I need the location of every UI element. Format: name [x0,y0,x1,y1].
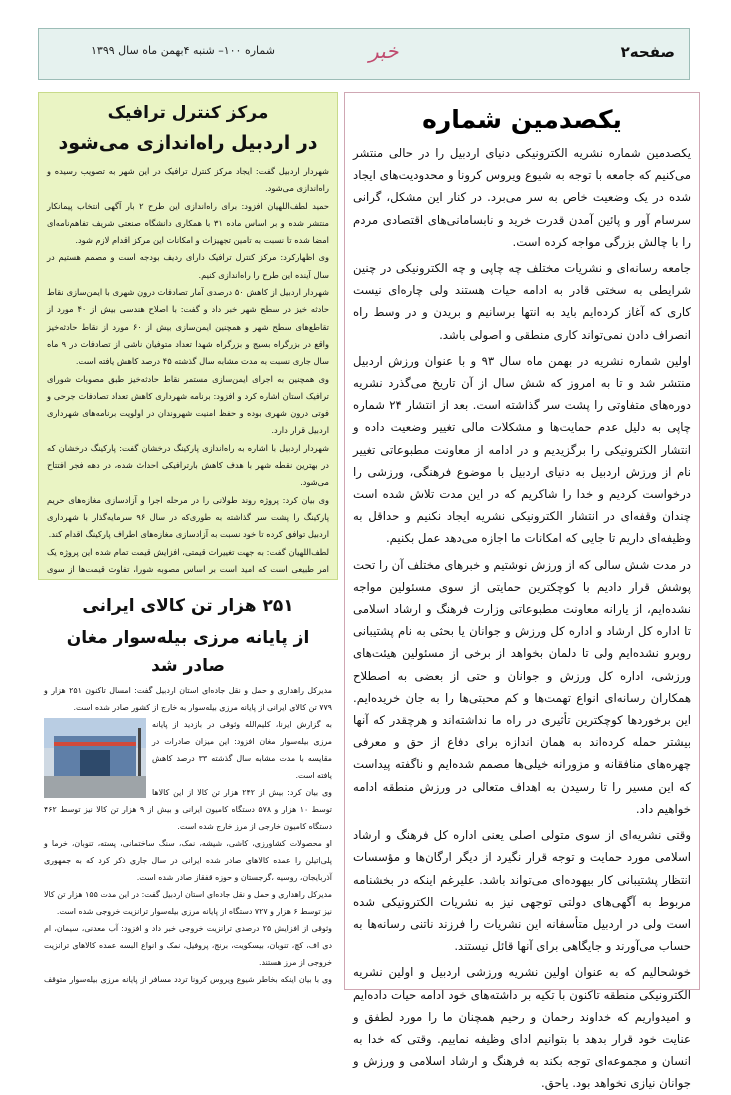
traffic-paragraph: وی بیان کرد: پروژه روند طولانی را در مرحله اجرا و آزادسازی مغازه‌های حریم پارکینگ را پشت سر گذاشته به طوری‌که در سال ۹۶ سرمایه‌گذار با شهرداری اردبیل توافق کرده تا خود نسبت به آزادسازی مغازه‌های اطراف پارکینگ اقدام کند. [47,494,330,540]
main-paragraph: اولین شماره نشریه در بهمن ماه سال ۹۳ و با عنوان ورزش اردبیل منتشر شد و تا به امروز که شش سال از آن تاریخ می‌گذرد نشریه دوره‌های متفاوتی را پشت سر گذاشته است. بعد از انتشار ۲۴ شماره چاپی به دلیل عدم حمایت‌ها و مشکلات مالی تغییر وضعیت داده و انتشار الکترونیکی را برگزیدیم و در ادامه از معاونت مطبوعاتی تغییر نام از ورزش اردبیل به دنیای اردبیل با موضوع فرهنگی، ورزشی را درخواست کردیم و خدا را شاکریم که در این مدت تلاش شده است چندان وقفه‌ای در انتشار الکترونیکی نشریه ایجاد نکنیم و حداقل به وظیفه‌ای داریم تا جایی که امکانات ما اجازه می‌دهد عمل بکنیم. [353,353,692,546]
main-article-title: یکصدمین شماره [422,105,622,134]
main-paragraph: یکصدمین شماره نشریه الکترونیکی دنیای اردبیل را در حالی منتشر می‌کنیم که جامعه با توجه به شیوع ویروس کرونا و محدودیت‌های ایجاد شده در یک وضعیت خاص به سر می‌برد. در کنار این مشکل، گرانی سرسام آور و پائین آمدن قدرت خرید و نابسامانی‌های اقتصادی مردم را با چالش بزرگی مواجه کرده است. [353,146,691,249]
traffic-paragraph: شهردار اردبیل گفت: ایجاد مرکز کنترل ترافیک در این شهر به تصویب رسیده و راه‌اندازی می‌شود. [47,166,329,194]
page-number: صفحه۲ [620,43,675,61]
export-paragraph: او محصولات کشاورزی، کاشی، شیشه، نمک، سنگ ساختمانی، پسته، تنوبان، خرما و پلی‌اتیلن را عمده کالاهای صادر شده ایرانی در سال جاری ذکر کرد که به جمهوری آذربایجان، روسیه ،گرجستان و حوزه قفقاز صادر شده است. [44,839,332,882]
export-paragraph: به گزارش ایرنا، کلیم‌الله وثوقی در بازدید از پایانه مرزی بیله‌سوار مغان افزود: این میزان صادرات در مقایسه با مدت مشابه سال گذشته ۳۳ درصد کاهش یافته است. [152,720,332,780]
export-article [38,588,338,990]
traffic-paragraph: حمید لطف‌اللهیان افزود: برای راه‌اندازی این طرح ۲ بار آگهی انتخاب پیمانکار منتشر شده و بر اساس ماده ۳۱ با همکاری دانشگاه صنعتی شریف تفاهم‌نامه‌ای امضا شده تا نسبت به تامین تجهیزات و امکانات این مرکز اقدام لازم شود. [47,200,329,246]
traffic-paragraph: وی همچنین به اجرای ایمن‌سازی مستمر نقاط حادثه‌خیز طبق مصوبات شورای ترافیک استان اشاره کرد و افزود: برنامه شهرداری کاهش تعداد تصادفات جرحی و فوتی درون شهری بوده و حفظ امنیت شهروندان در اولویت برنامه‌های شهرداری اردبیل قرار دارد. [47,373,329,436]
newspaper-logo: خبر [369,39,399,63]
export-paragraph: وی با بیان اینکه بخاطر شیوع ویروس کرونا تردد مسافر از پایانه مرزی بیله‌سوار متوقف [44,975,332,984]
issue-info: شماره ۱۰۰– شنبه ۴بهمن ماه سال ۱۳۹۹ [91,44,275,57]
traffic-paragraph: شهردار اردبیل از کاهش ۵۰ درصدی آمار تصادفات درون شهری با ایمن‌سازی نقاط حادثه خیز در سطح شهر خبر داد و گفت: با اصلاح هندسی بیش از ۴۰ مورد از تقاطع‌های سطح شهر و همچنین ایمن‌سازی بیش از ۶۰ مورد از نقاط حادثه‌خیز واقع در بزرگراه بسیج و بزرگراه شهدا تعداد متوفیان ناشی از تصادفات در ۹ ماه سال جاری نسبت به مدت مشابه سال گذشته ۴۵ درصد کاهش یافته است. [47,287,329,367]
traffic-paragraph: وی اظهارکرد: مرکز کنترل ترافیک دارای ردیف بودجه است و مصمم هستیم در سال آینده این طرح را راه‌اندازی کنیم. [47,252,329,280]
border-terminal-photo [44,718,146,798]
export-paragraph: مدیرکل راهداری و حمل و نقل جاده‌ای استان اردبیل گفت: امسال تاکنون ۲۵۱ هزار و ۷۷۹ تن کالای ایرانی از پایانه مرزی بیله‌سوار به خارج از کشور صادر شده است. [44,686,332,712]
traffic-paragraph: شهردار اردبیل با اشاره به راه‌اندازی پارکینگ درخشان گفت: پارکینگ درخشان که در بهترین نقطه شهر با هدف کاهش بارترافیکی احداث شده، در دهه فجر افتتاح می‌شود. [47,442,329,488]
main-paragraph: جامعه رسانه‌ای و نشریات مختلف چه چاپی و چه الکترونیکی در چنین شرایطی به سختی قادر به ادامه حیات هستند ولی چاره‌ای نیست کاری که آغاز کرده‌ایم باید به انتها برسانیم و بریدن و در وسط راه انصراف دادن نمی‌تواند کاری منطقی و اصولی باشد. [353,261,691,342]
main-paragraph: وقتی نشریه‌ای از سوی متولی اصلی یعنی اداره کل فرهنگ و ارشاد اسلامی مورد حمایت و توجه قرار نگیرد از دیگر ارگان‌ها و مؤسسات انتظار پشتیبانی کار بیهوده‌ای می‌تواند باشد. علیرغم اینکه در بخشنامه مربوط به آگهی‌های دولتی توجهی نیز به نشریات الکترونیکی شده است ولی در اردبیل متأسفانه این نشریات را فرزند ناتنی رسانه‌ها به حساب می‌آورند و جایگاهی برای آنها قائل نیستند. [353,828,691,954]
export-paragraph: وی بیان کرد: بیش از ۲۴۲ هزار تن کالا از این کالاها توسط ۱۰ هزار و ۵۷۸ دستگاه کامیون ایرانی و بیش از ۹ هزار تن کالا نیز توسط ۴۶۲ دستگاه کامیون خارجی از مرز خارج شده است. [44,788,332,831]
main-paragraph: خوشحالیم که به عنوان اولین نشریه ورزشی اردبیل و اولین نشریه الکترونیکی منطقه تاکنون با تکیه بر داشته‌های خود ادامه حیات داده‌ایم و امیدواریم که خداوند رحمان و رحیم همچنان ما را مورد لطفق و عنایت خود قرار بدهد با بتوانیم ادای وظیفه نماییم. وقتی که خدا به انسان و مجموعه‌ای توجه بکند به فرهنگ و ارشاد اسلامی و ورزش و جوانان نیازی نخواهد بود. یاحق. [353,965,691,1091]
traffic-title-line1: مرکز کنترل ترافیک [107,103,269,123]
export-title-line2: از پایانه مرزی بیله‌سوار مغان صادر شد [66,628,310,676]
main-paragraph: در مدت شش سالی که از ورزش نوشتیم و خبرهای مختلف آن را تحت پوشش قرار دادیم با کوچکترین حمایتی از سوی مسئولین مواجه نشده‌ایم، از یارانه معاونت مطبوعاتی وزارت فرهنگ و ارشاد اسلامی تا اداره کل ارشاد و اداره کل ورزش و جوانان یا بحثی به نام پشتیبانی روبرو نشده‌ایم ولی تا دلمان بخواهد از برخی از مسئولین هیئت‌های ورزشی، اداره کل ورزش و جوانان و حتی از بعضی به اصطلاح همکاران رسانه‌ای انواع تهمت‌ها و کم محبتی‌ها را به جان خریده‌ایم. این برخوردها کوچکترین تأثیری در راه ما نداشته‌اند و هرچقدر که آنها بیشتر حمله کرده‌اند به همان اندازه برای دفاع از حق و معرفی چهره‌های منافقانه و مزورانه خیلی‌ها مصمم شده‌ایم و ناگفته پیداست که این مسیر را تا رسیدن به اهداف متعالی در ورزش منطقه ادامه خواهیم داد. [353,557,691,816]
traffic-paragraph: لطف‌اللهیان گفت: به جهت تغییرات قیمتی، افزایش قیمت تمام شده این پروژه یک امر طبیعی است که امید است بر اساس مصوبه شورا، تفاوت قیمت‌ها از سوی [47,546,329,574]
page-header [38,28,690,80]
export-paragraph: مدیرکل راهداری و حمل و نقل جاده‌ای استان اردبیل گفت: در این مدت ۱۵۵ هزار تن کالا نیز توسط ۶ هزار و ۷۲۷ دستگاه از پایانه مرزی بیله‌سوار ترانزیت خروجی شده است. [44,890,332,916]
main-article [344,92,700,1091]
export-title-line1: ۲۵۱ هزار تن کالای ایرانی [82,596,294,616]
traffic-title-line2: در اردبیل راه‌اندازی می‌شود [58,132,318,154]
export-paragraph: وثوقی از افزایش ۲۵ درصدی ترانزیت خروجی خبر داد و افزود: آب معدنی، سیمان، ام دی اف، کچ، تنوبان، بیسکویت، برنج، پروفیل، نمک و انواع البسه عمده کالاهای ترانزیت خروجی از مرز هستند. [44,924,332,967]
traffic-article [38,92,338,580]
